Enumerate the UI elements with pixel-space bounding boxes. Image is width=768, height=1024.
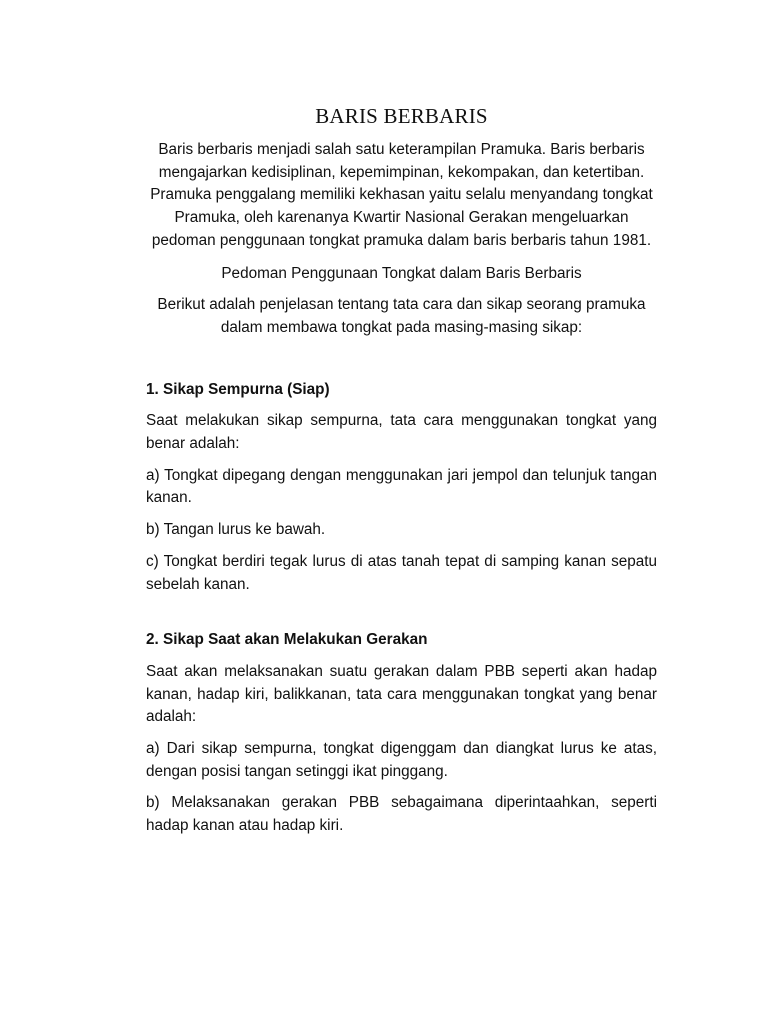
intro-paragraph: Baris berbaris menjadi salah satu keterampilan Pramuka. Baris berbaris mengajarkan kedisiplinan, kepemimpinan, kekompakan, dan ketertiban. Pramuka penggalang memiliki kekhasan yaitu selalu menyandang tongkat Pramuka, oleh karenanya Kwartir Nasional Gerakan mengeluarkan pedoman penggunaan tongkat pramuka dalam baris berbaris tahun 1981. bbox=[150, 141, 653, 249]
list-item: b) Tangan lurus ke bawah. bbox=[146, 521, 326, 539]
section-intro: Saat akan melaksanakan suatu gerakan dalam PBB seperti akan hadap kanan, hadap kiri, balikkanan, tata cara menggunakan tongkat yang benar adalah: bbox=[146, 662, 657, 726]
list-item: a) Dari sikap sempurna, tongkat digenggam dan diangkat lurus ke atas, dengan posisi tangan setinggi ikat pinggang. bbox=[146, 740, 657, 780]
section-heading: 2. Sikap Saat akan Melakukan Gerakan bbox=[146, 631, 428, 649]
section-intro: Saat melakukan sikap sempurna, tata cara menggunakan tongkat yang benar adalah: bbox=[146, 412, 657, 453]
document-title: BARIS BERBARIS bbox=[315, 104, 488, 128]
section-2 bbox=[146, 629, 657, 838]
section-1 bbox=[146, 379, 657, 597]
section-heading: 1. Sikap Sempurna (Siap) bbox=[146, 380, 330, 398]
list-item: c) Tongkat berdiri tegak lurus di atas tanah tepat di samping kanan sepatu sebelah kanan. bbox=[146, 552, 657, 593]
list-item: b) Melaksanakan gerakan PBB sebagaimana diperintaahkan, seperti hadap kanan atau hadap kiri. bbox=[146, 794, 657, 835]
list-item: a) Tongkat dipegang dengan menggunakan jari jempol dan telunjuk tangan kanan. bbox=[146, 466, 657, 507]
subtitle: Pedoman Penggunaan Tongkat dalam Baris Berbaris bbox=[221, 264, 582, 282]
document-page bbox=[146, 104, 657, 847]
lead-paragraph: Berikut adalah penjelasan tentang tata cara dan sikap seorang pramuka dalam membawa tongkat pada masing-masing sikap: bbox=[157, 296, 646, 336]
